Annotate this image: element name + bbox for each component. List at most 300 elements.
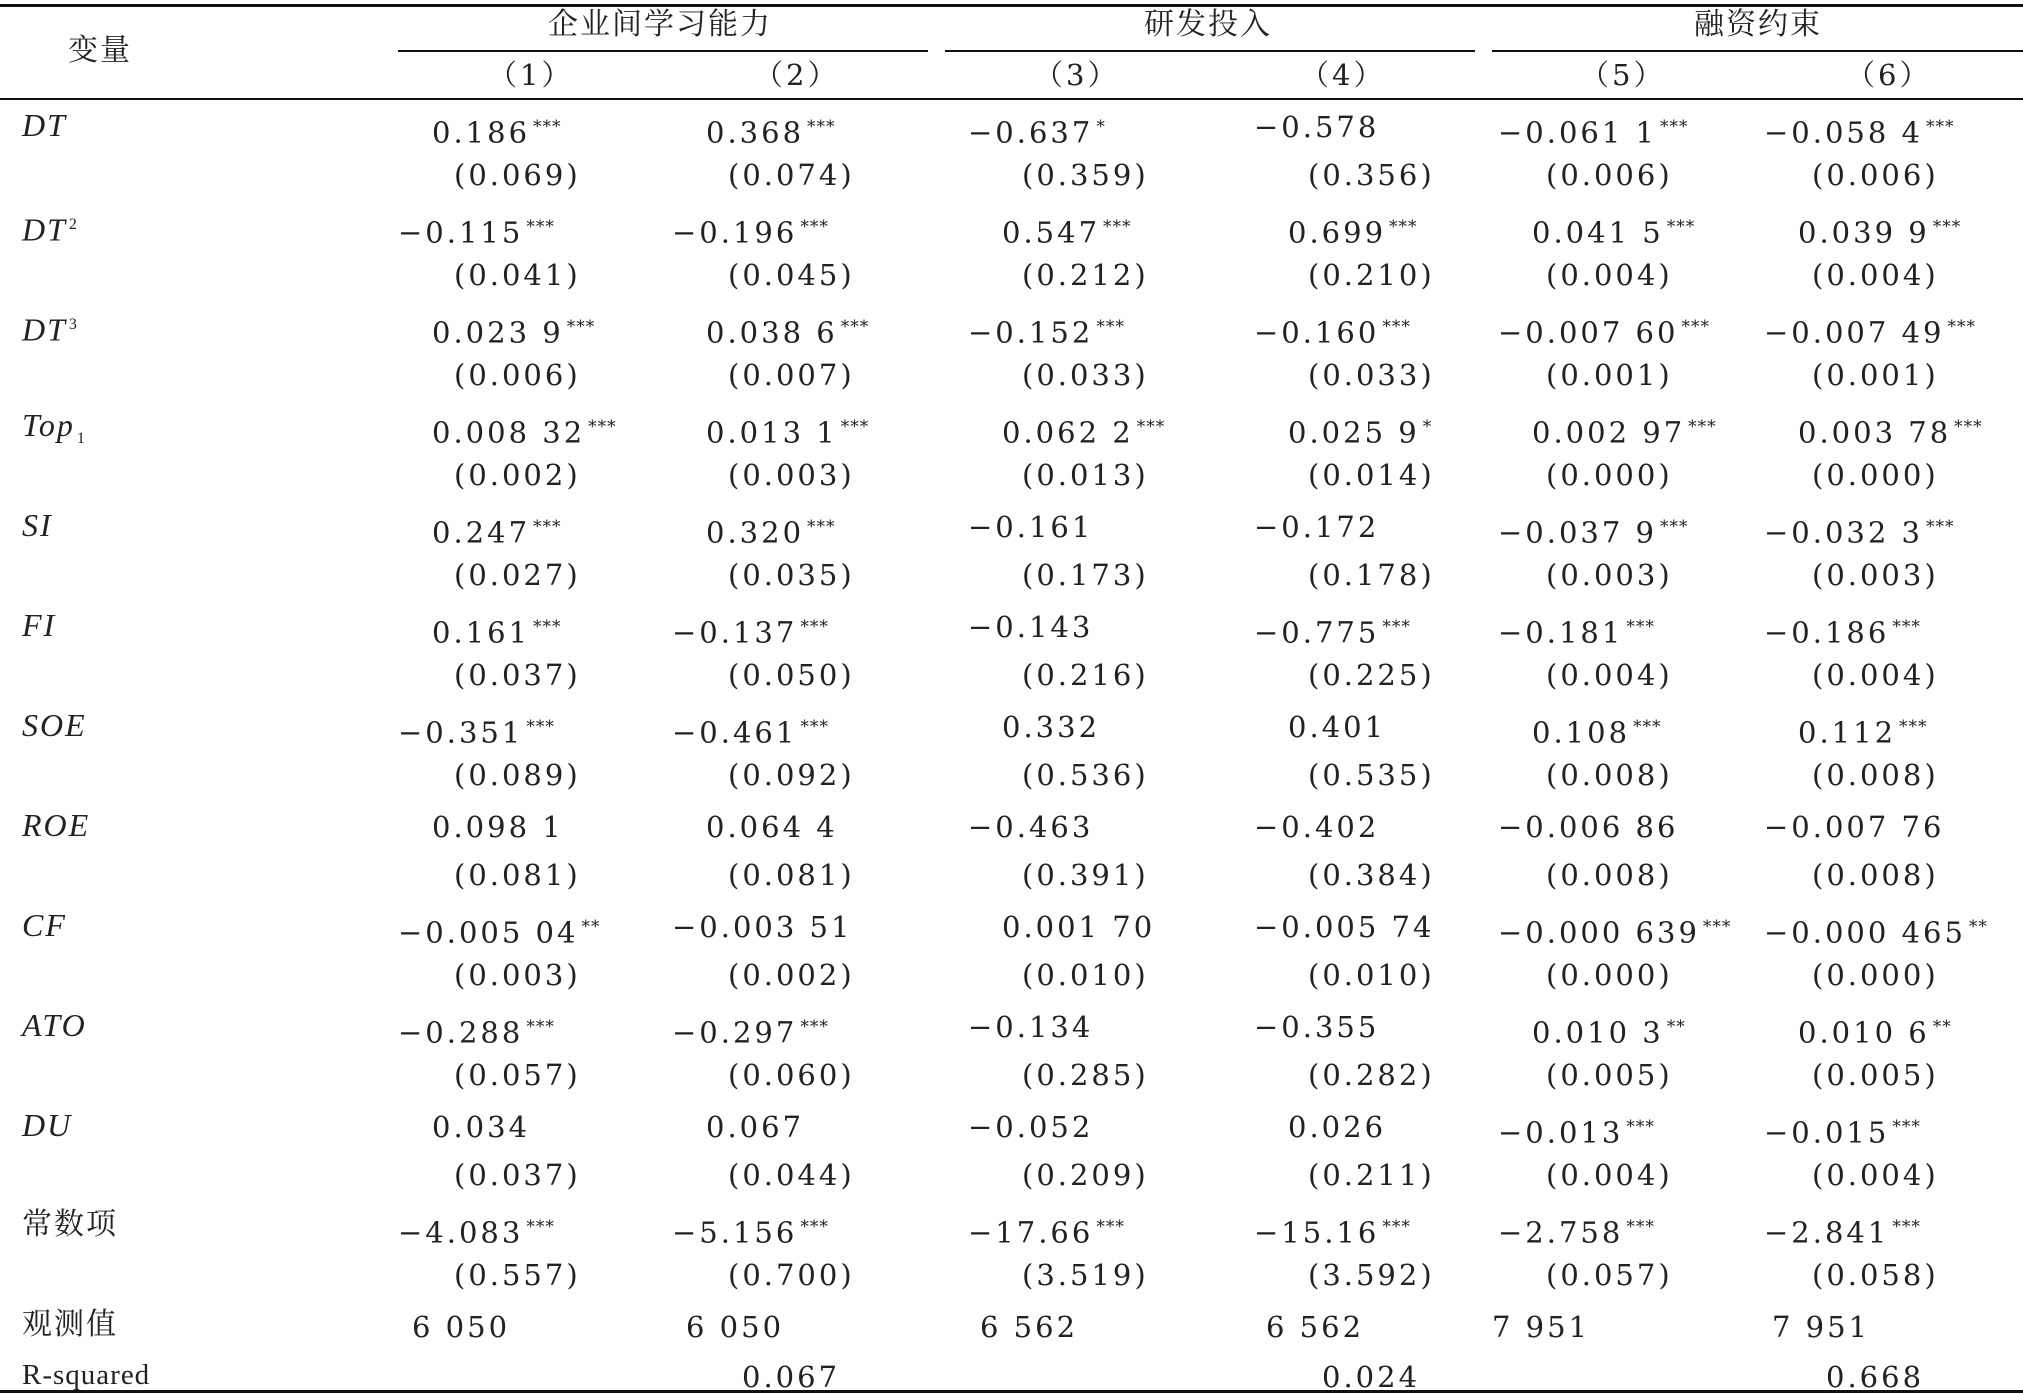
coefficient-cell [1532, 410, 1717, 450]
variable-header: 变量 [68, 33, 132, 68]
coefficient-value: 0.108 [1532, 715, 1631, 750]
row-label-text: DT [22, 211, 67, 248]
significance-stars: *** [1096, 317, 1125, 337]
coefficient-value: 0.368 [706, 115, 805, 150]
standard-error-cell: (0.006) [1546, 158, 1673, 192]
standard-error-cell: (0.006) [454, 358, 581, 392]
standard-error-cell: (0.005) [1812, 1058, 1939, 1092]
standard-error-cell: (0.008) [1812, 758, 1939, 792]
coefficient-value: 0.098 1 [432, 810, 564, 844]
significance-stars: *** [1382, 617, 1411, 637]
coefficient-cell [398, 210, 555, 250]
standard-error-cell: (0.282) [1308, 1058, 1435, 1092]
coefficient-value: 0.186 [432, 115, 531, 150]
significance-stars: ** [1666, 1017, 1686, 1037]
standard-error-cell: (0.074) [728, 158, 855, 192]
coefficient-cell [968, 610, 1093, 644]
significance-stars: *** [526, 717, 555, 737]
significance-stars: *** [1103, 217, 1132, 237]
row-label [22, 1208, 118, 1242]
standard-error-cell: (0.007) [728, 358, 855, 392]
coefficient-value: −0.005 04 [398, 915, 579, 950]
significance-stars: *** [1892, 1217, 1921, 1237]
standard-error-cell: (0.535) [1308, 758, 1435, 792]
rsquared-cell: 0.067 [742, 1360, 841, 1394]
standard-error-cell: (0.004) [1546, 658, 1673, 692]
coefficient-value: −0.061 1 [1498, 115, 1657, 150]
row-label [22, 508, 53, 542]
standard-error-cell: (0.089) [454, 758, 581, 792]
standard-error-cell: (0.216) [1022, 658, 1149, 692]
coefficient-cell [432, 1110, 530, 1144]
row-label-text: DT [22, 107, 67, 143]
coefficient-cell [1254, 1210, 1411, 1250]
row-label [22, 208, 79, 247]
coefficient-cell [1764, 810, 1944, 844]
significance-stars: *** [800, 717, 829, 737]
row-label-text: SI [22, 507, 53, 543]
column-header-4: （4） [1300, 58, 1386, 92]
coefficient-value: −0.037 9 [1498, 515, 1657, 550]
rsquared-cell: 0.668 [1826, 1360, 1925, 1394]
standard-error-cell: (0.081) [454, 858, 581, 892]
coefficient-value: −0.196 [672, 215, 798, 250]
coefficient-cell [1498, 1110, 1655, 1150]
column-header-5: （5） [1580, 58, 1666, 92]
coefficient-cell [968, 1210, 1125, 1250]
coefficient-value: 0.034 [432, 1110, 531, 1144]
coefficient-value: −2.841 [1764, 1215, 1890, 1250]
coefficient-cell [1532, 710, 1662, 750]
coefficient-cell [1254, 1010, 1379, 1044]
standard-error-cell: (0.008) [1546, 758, 1673, 792]
standard-error-cell: (0.700) [728, 1258, 855, 1292]
coefficient-value: −0.637 [968, 115, 1094, 150]
coefficient-cell [1498, 810, 1678, 844]
group-rule-3 [1492, 50, 2023, 52]
group-header-1: 企业间学习能力 [548, 7, 772, 42]
observations-cell: 6 050 [412, 1310, 511, 1344]
coefficient-value: −5.156 [672, 1215, 798, 1250]
group-rule-1 [398, 50, 928, 52]
coefficient-value: −0.013 [1498, 1115, 1624, 1150]
coefficient-value: 0.023 9 [432, 315, 564, 350]
column-header-6: （6） [1846, 58, 1932, 92]
significance-stars: *** [526, 217, 555, 237]
row-label-text: ROE [22, 807, 91, 843]
coefficient-cell [1498, 910, 1731, 950]
row-label [22, 908, 67, 942]
row-label-text: Top [22, 407, 75, 443]
coefficient-value: −0.160 [1254, 315, 1380, 350]
row-label-text: 常数项 [22, 1207, 118, 1242]
significance-stars: *** [1660, 117, 1689, 137]
row-label [22, 308, 79, 347]
coefficient-value: −0.007 76 [1764, 810, 1945, 844]
header-bottom-rule [0, 98, 2023, 100]
coefficient-value: 0.547 [1002, 215, 1101, 250]
standard-error-cell: (0.003) [1812, 558, 1939, 592]
coefficient-cell [1254, 110, 1379, 144]
coefficient-value: 0.026 [1288, 1110, 1387, 1144]
significance-stars: *** [800, 1217, 829, 1237]
coefficient-cell [1002, 210, 1132, 250]
significance-stars: ** [581, 917, 601, 937]
row-label [22, 1008, 87, 1042]
row-label-text: SOE [22, 707, 87, 743]
significance-stars: *** [1626, 1117, 1655, 1137]
observations-cell: 7 951 [1772, 1310, 1871, 1344]
coefficient-value: 0.039 9 [1798, 215, 1930, 250]
group-header-3: 融资约束 [1694, 7, 1822, 42]
coefficient-value: −0.152 [968, 315, 1094, 350]
coefficient-value: −0.351 [398, 715, 524, 750]
coefficient-value: 0.064 4 [706, 810, 838, 844]
coefficient-value: −0.015 [1764, 1115, 1890, 1150]
significance-stars: *** [1947, 317, 1976, 337]
standard-error-cell: (0.001) [1546, 358, 1673, 392]
coefficient-cell [706, 110, 836, 150]
coefficient-cell [1288, 210, 1418, 250]
significance-stars: *** [1626, 1217, 1655, 1237]
coefficient-cell [968, 310, 1125, 350]
row-label-subscript: 1 [76, 430, 87, 448]
standard-error-cell: (0.000) [1812, 458, 1939, 492]
coefficient-value: −0.007 60 [1498, 315, 1679, 350]
significance-stars: *** [533, 617, 562, 637]
standard-error-cell: (0.225) [1308, 658, 1435, 692]
coefficient-value: 0.062 2 [1002, 415, 1134, 450]
standard-error-cell: (0.359) [1022, 158, 1149, 192]
significance-stars: *** [1633, 717, 1662, 737]
coefficient-cell [1498, 310, 1710, 350]
significance-stars: *** [1926, 517, 1955, 537]
coefficient-cell [432, 110, 562, 150]
observations-cell: 6 562 [1266, 1310, 1365, 1344]
standard-error-cell: (0.092) [728, 758, 855, 792]
coefficient-value: −0.003 51 [672, 910, 853, 944]
significance-stars: *** [1926, 117, 1955, 137]
coefficient-cell [1764, 1110, 1921, 1150]
coefficient-value: −0.052 [968, 1110, 1094, 1144]
significance-stars: *** [1932, 217, 1962, 237]
significance-stars: *** [1688, 417, 1717, 437]
coefficient-cell [1254, 910, 1434, 944]
coefficient-value: 0.332 [1002, 710, 1101, 744]
coefficient-value: −0.775 [1254, 615, 1380, 650]
standard-error-cell: (3.519) [1022, 1258, 1149, 1292]
row-label-text: FI [22, 607, 57, 643]
coefficient-value: 0.320 [706, 515, 805, 550]
coefficient-cell [1288, 710, 1386, 744]
standard-error-cell: (0.037) [454, 1158, 581, 1192]
coefficient-cell [672, 210, 829, 250]
significance-stars: *** [526, 1017, 555, 1037]
coefficient-cell [672, 1210, 829, 1250]
row-label [22, 808, 90, 842]
coefficient-cell [672, 1010, 829, 1050]
standard-error-cell: (0.391) [1022, 858, 1149, 892]
significance-stars: *** [800, 217, 829, 237]
coefficient-cell [968, 810, 1093, 844]
standard-error-cell: (0.384) [1308, 858, 1435, 892]
significance-stars: ** [1968, 917, 1988, 937]
observations-cell: 7 951 [1492, 1310, 1591, 1344]
standard-error-cell: (0.002) [728, 958, 855, 992]
standard-error-cell: (0.033) [1022, 358, 1149, 392]
standard-error-cell: (0.004) [1546, 258, 1673, 292]
group-header-2: 研发投入 [1144, 7, 1272, 42]
standard-error-cell: (0.536) [1022, 758, 1149, 792]
coefficient-value: −0.000 465 [1764, 915, 1966, 950]
significance-stars: *** [566, 317, 596, 337]
standard-error-cell: (0.000) [1546, 958, 1673, 992]
coefficient-value: 0.038 6 [706, 315, 838, 350]
standard-error-cell: (0.557) [454, 1258, 581, 1292]
standard-error-cell: (0.002) [454, 458, 581, 492]
coefficient-value: 0.003 78 [1798, 415, 1952, 450]
group-rule-2 [945, 50, 1475, 52]
row-label-text: CF [22, 907, 67, 943]
standard-error-cell: (0.285) [1022, 1058, 1149, 1092]
row-label [22, 608, 56, 642]
row-label [22, 708, 87, 742]
standard-error-cell: (0.001) [1812, 358, 1939, 392]
coefficient-value: 0.161 [432, 615, 531, 650]
coefficient-value: 0.247 [432, 515, 531, 550]
standard-error-cell: (0.008) [1812, 858, 1939, 892]
rsquared-label: R-squared [22, 1359, 151, 1391]
standard-error-cell: (0.008) [1546, 858, 1673, 892]
row-label-superscript: 3 [68, 316, 79, 333]
significance-stars: *** [1136, 417, 1166, 437]
significance-stars: *** [1681, 317, 1710, 337]
coefficient-value: −0.115 [398, 215, 524, 250]
significance-stars: * [1096, 117, 1106, 137]
significance-stars: *** [1666, 217, 1696, 237]
coefficient-cell [968, 1010, 1093, 1044]
standard-error-cell: (0.211) [1308, 1158, 1435, 1192]
standard-error-cell: (0.033) [1308, 358, 1435, 392]
coefficient-value: −0.006 86 [1498, 810, 1679, 844]
coefficient-cell [1532, 1010, 1686, 1050]
coefficient-cell [1254, 510, 1379, 544]
coefficient-cell [1764, 510, 1955, 550]
significance-stars: *** [526, 1217, 555, 1237]
standard-error-cell: (0.005) [1546, 1058, 1673, 1092]
coefficient-cell [1498, 610, 1655, 650]
significance-stars: *** [1626, 617, 1655, 637]
coefficient-cell [1288, 410, 1432, 450]
coefficient-cell [672, 610, 829, 650]
coefficient-cell [1254, 810, 1379, 844]
coefficient-value: 0.002 97 [1532, 415, 1686, 450]
coefficient-value: −0.143 [968, 610, 1094, 644]
coefficient-value: −0.461 [672, 715, 798, 750]
standard-error-cell: (0.006) [1812, 158, 1939, 192]
standard-error-cell: (0.050) [728, 658, 855, 692]
coefficient-value: 0.067 [706, 1110, 805, 1144]
significance-stars: *** [1892, 1117, 1921, 1137]
coefficient-value: −0.288 [398, 1015, 524, 1050]
significance-stars: *** [1954, 417, 1983, 437]
standard-error-cell: (0.004) [1546, 1158, 1673, 1192]
coefficient-cell [672, 710, 829, 750]
coefficient-value: −4.083 [398, 1215, 524, 1250]
standard-error-cell: (0.057) [1546, 1258, 1673, 1292]
coefficient-cell [1002, 710, 1100, 744]
standard-error-cell: (0.060) [728, 1058, 855, 1092]
row-label [22, 108, 67, 142]
coefficient-cell [1532, 210, 1695, 250]
standard-error-cell: (0.210) [1308, 258, 1435, 292]
standard-error-cell: (0.014) [1308, 458, 1435, 492]
coefficient-value: −0.134 [968, 1010, 1094, 1044]
bottom-rule [0, 1390, 2023, 1393]
significance-stars: * [1422, 417, 1433, 437]
coefficient-cell [432, 610, 562, 650]
coefficient-value: −0.297 [672, 1015, 798, 1050]
coefficient-value: −0.463 [968, 810, 1094, 844]
significance-stars: *** [800, 1017, 829, 1037]
coefficient-value: −0.186 [1764, 615, 1890, 650]
coefficient-cell [398, 910, 600, 950]
coefficient-cell [1798, 410, 1983, 450]
coefficient-cell [398, 1010, 555, 1050]
standard-error-cell: (0.013) [1022, 458, 1149, 492]
coefficient-cell [1764, 110, 1955, 150]
coefficient-value: −0.032 3 [1764, 515, 1923, 550]
coefficient-cell [706, 1110, 804, 1144]
coefficient-value: −0.005 74 [1254, 910, 1435, 944]
column-header-3: （3） [1034, 58, 1120, 92]
coefficient-value: −0.137 [672, 615, 798, 650]
row-label-text: DU [22, 1107, 73, 1143]
coefficient-cell [968, 1110, 1093, 1144]
coefficient-value: −0.058 4 [1764, 115, 1923, 150]
coefficient-cell [1498, 1210, 1655, 1250]
standard-error-cell: (0.000) [1546, 458, 1673, 492]
coefficient-cell [1002, 410, 1165, 450]
standard-error-cell: (3.592) [1308, 1258, 1435, 1292]
coefficient-value: 0.010 6 [1798, 1015, 1930, 1050]
coefficient-value: 0.401 [1288, 710, 1387, 744]
coefficient-cell [968, 510, 1093, 544]
significance-stars: *** [1096, 1217, 1125, 1237]
coefficient-value: −0.007 49 [1764, 315, 1945, 350]
coefficient-value: −0.172 [1254, 510, 1380, 544]
significance-stars: *** [807, 117, 836, 137]
significance-stars: *** [1382, 1217, 1411, 1237]
column-header-2: （2） [754, 58, 840, 92]
significance-stars: *** [840, 317, 870, 337]
coefficient-value: −0.000 639 [1498, 915, 1700, 950]
observations-cell: 6 050 [686, 1310, 785, 1344]
rsquared-cell: 0.024 [1322, 1360, 1421, 1394]
coefficient-value: 0.025 9 [1288, 415, 1420, 450]
observations-cell: 6 562 [980, 1310, 1079, 1344]
standard-error-cell: (0.037) [454, 658, 581, 692]
coefficient-value: −0.402 [1254, 810, 1380, 844]
significance-stars: *** [840, 417, 870, 437]
coefficient-cell [1798, 710, 1928, 750]
standard-error-cell: (0.035) [728, 558, 855, 592]
coefficient-value: −17.66 [968, 1215, 1094, 1250]
coefficient-value: 0.010 3 [1532, 1015, 1664, 1050]
coefficient-value: 0.013 1 [706, 415, 838, 450]
coefficient-cell [432, 510, 562, 550]
coefficient-cell [706, 510, 836, 550]
coefficient-value: 0.008 32 [432, 415, 586, 450]
significance-stars: *** [588, 417, 617, 437]
coefficient-value: −2.758 [1498, 1215, 1624, 1250]
coefficient-cell [968, 110, 1106, 150]
row-label-superscript: 2 [68, 216, 79, 233]
coefficient-value: 0.699 [1288, 215, 1387, 250]
standard-error-cell: (0.356) [1308, 158, 1435, 192]
standard-error-cell: (0.209) [1022, 1158, 1149, 1192]
coefficient-value: −0.578 [1254, 110, 1380, 144]
significance-stars: *** [533, 117, 562, 137]
coefficient-cell [1254, 610, 1411, 650]
standard-error-cell: (0.081) [728, 858, 855, 892]
standard-error-cell: (0.004) [1812, 658, 1939, 692]
coefficient-cell [1254, 310, 1411, 350]
coefficient-value: −0.181 [1498, 615, 1624, 650]
standard-error-cell: (0.173) [1022, 558, 1149, 592]
significance-stars: *** [800, 617, 829, 637]
significance-stars: *** [1892, 617, 1921, 637]
coefficient-cell [1764, 610, 1921, 650]
coefficient-cell [432, 410, 617, 450]
significance-stars: *** [533, 517, 562, 537]
coefficient-value: −15.16 [1254, 1215, 1380, 1250]
significance-stars: *** [1899, 717, 1928, 737]
standard-error-cell: (0.178) [1308, 558, 1435, 592]
coefficient-cell [1288, 1110, 1386, 1144]
significance-stars: *** [1382, 317, 1411, 337]
coefficient-cell [1764, 1210, 1921, 1250]
standard-error-cell: (0.212) [1022, 258, 1149, 292]
standard-error-cell: (0.044) [728, 1158, 855, 1192]
standard-error-cell: (0.003) [728, 458, 855, 492]
row-label-text: ATO [22, 1007, 87, 1043]
coefficient-value: 0.041 5 [1532, 215, 1664, 250]
coefficient-cell [706, 810, 838, 844]
standard-error-cell: (0.010) [1022, 958, 1149, 992]
standard-error-cell: (0.010) [1308, 958, 1435, 992]
coefficient-cell [706, 410, 869, 450]
coefficient-cell [398, 1210, 555, 1250]
standard-error-cell: (0.069) [454, 158, 581, 192]
standard-error-cell: (0.004) [1812, 258, 1939, 292]
column-header-1: （1） [488, 58, 574, 92]
standard-error-cell: (0.041) [454, 258, 581, 292]
significance-stars: ** [1932, 1017, 1952, 1037]
coefficient-cell [1764, 910, 1988, 950]
coefficient-value: 0.112 [1798, 715, 1897, 750]
standard-error-cell: (0.045) [728, 258, 855, 292]
coefficient-cell [432, 810, 564, 844]
significance-stars: *** [807, 517, 836, 537]
standard-error-cell: (0.003) [454, 958, 581, 992]
coefficient-value: −0.161 [968, 510, 1094, 544]
significance-stars: *** [1702, 917, 1732, 937]
coefficient-cell [398, 710, 555, 750]
standard-error-cell: (0.000) [1812, 958, 1939, 992]
coefficient-cell [1002, 910, 1155, 944]
coefficient-cell [1798, 1010, 1952, 1050]
